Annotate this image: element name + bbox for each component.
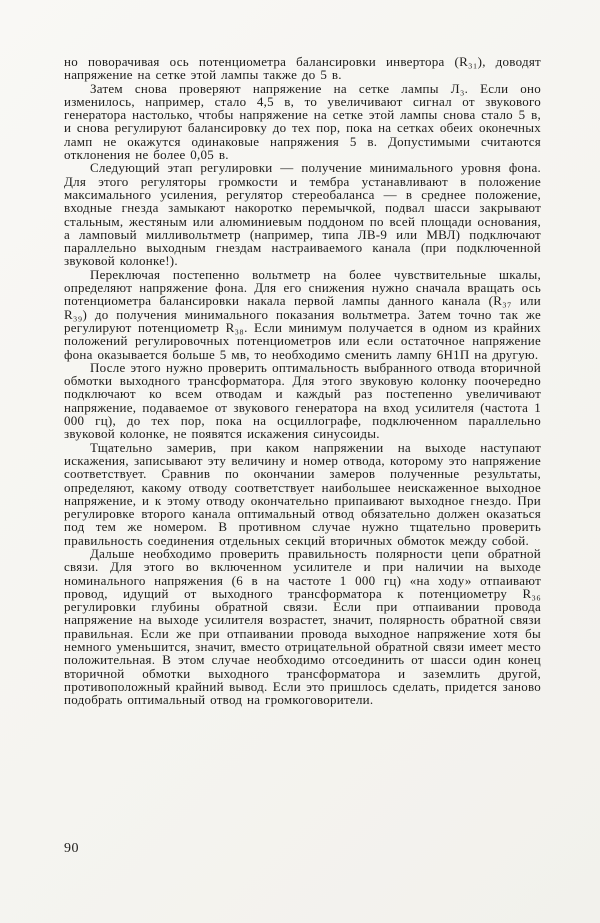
paragraph: После этого нужно проверить оптимальность выбранного отвода вторичной обмотки выходного трансформатора. Для этого звуковую колонку поочередно подключают ко всем отводам и каждый раз постепенно увеличивают напряжение, подаваемое от звукового генератора на вход усилителя (частота 1 000 гц), до тех пор, пока на осциллографе, подключенном параллельно звуковой колонке, не появятся искажения синусоиды. xyxy=(64,359,541,442)
paragraph-continuation: но поворачивая ось потенциометра балансировки инвертора (R₃₁), доводят напряжение на сетке этой лампы также до 5 в. xyxy=(64,54,541,83)
paragraph: Затем снова проверяют напряжение на сетке лампы Л₃. Если оно изменилось, например, стало 4,5 в, то увеличивают сигнал от звукового генератора настолько, чтобы напряжение на сетке этой лампы снова стало 5 в, и снова регулируют балансировку до тех пор, пока на сетках обеих оконечных ламп не окажутся одинаковые напряжения 5 в. Допустимыми считаются отклонения не более 0,05 в. xyxy=(64,80,541,163)
paragraph: Дальше необходимо проверить правильность полярности цепи обратной связи. Для этого во включенном усилителе и при наличии на выходе номинального напряжения (6 в на частоте 1 000 гц) «на ходу» отпаивают провод, идущий от выходного трансформатора к потенциометру R₃₆ регулировки глубины обратной связи. Если при отпаивании провода напряжение на выходе усилителя возрастет, значит, полярность обратной связи правильная. Если же при отпаивании провода выходное напряжение хотя бы немного уменьшится, значит, вместо отрицательной обратной связи имеет место положительная. В этом случае необходимо отсоединить от шасси один конец вторичной обмотки выходного трансформатора и заземлить другой, противоположный крайний вывод. Если это пришлось сделать, придется заново подобрать оптимальный отвод на громкоговорители. xyxy=(64,545,541,708)
paragraph: Переключая постепенно вольтметр на более чувствительные шкалы, определяют напряжение фона. Для его снижения нужно сначала вращать ось потенциометра балансировки накала первой лампы данного канала (R₃₇ или R₃₉) до получения минимального показания вольтметра. Затем точно так же регулируют потенциометр R₃₈. Если минимум получается в одном из крайних положений регулировочных потенциометров или если остаточное напряжение фона оказывается больше 5 мв, то необходимо сменить лампу 6Н1П на другую. xyxy=(64,266,541,362)
page-number: 90 xyxy=(64,841,79,856)
paragraph: Тщательно замерив, при каком напряжении на выходе наступают искажения, записывают эту величину и номер отвода, которому это напряжение соответствует. Сравнив по окончании замеров полученные результаты, определяют, какому отводу соответствует наибольшее неискаженное выходное напряжение, и к этому отводу окончательно припаивают выходное гнездо. При регулировке второго канала оптимальный отвод обязательно должен оказаться под тем же номером. В противном случае нужно тщательно проверить правильность соединения отдельных секций вторичных обмоток между собой. xyxy=(64,439,541,548)
paragraph: Следующий этап регулировки — получение минимального уровня фона. Для этого регуляторы громкости и тембра устанавливают в положение максимального усиления, регулятор стереобаланса — в среднее положение, входные гнезда замыкают накоротко перемычкой, подвал шасси закрывают стальным, жестяным или алюминиевым поддоном по всей площади основания, а ламповый милливольтметр (например, типа ЛВ-9 или МВЛ) подключают параллельно выходным гнездам настраиваемого канала (при подключенной звуковой колонке!). xyxy=(64,160,541,269)
text-block xyxy=(64,55,541,707)
